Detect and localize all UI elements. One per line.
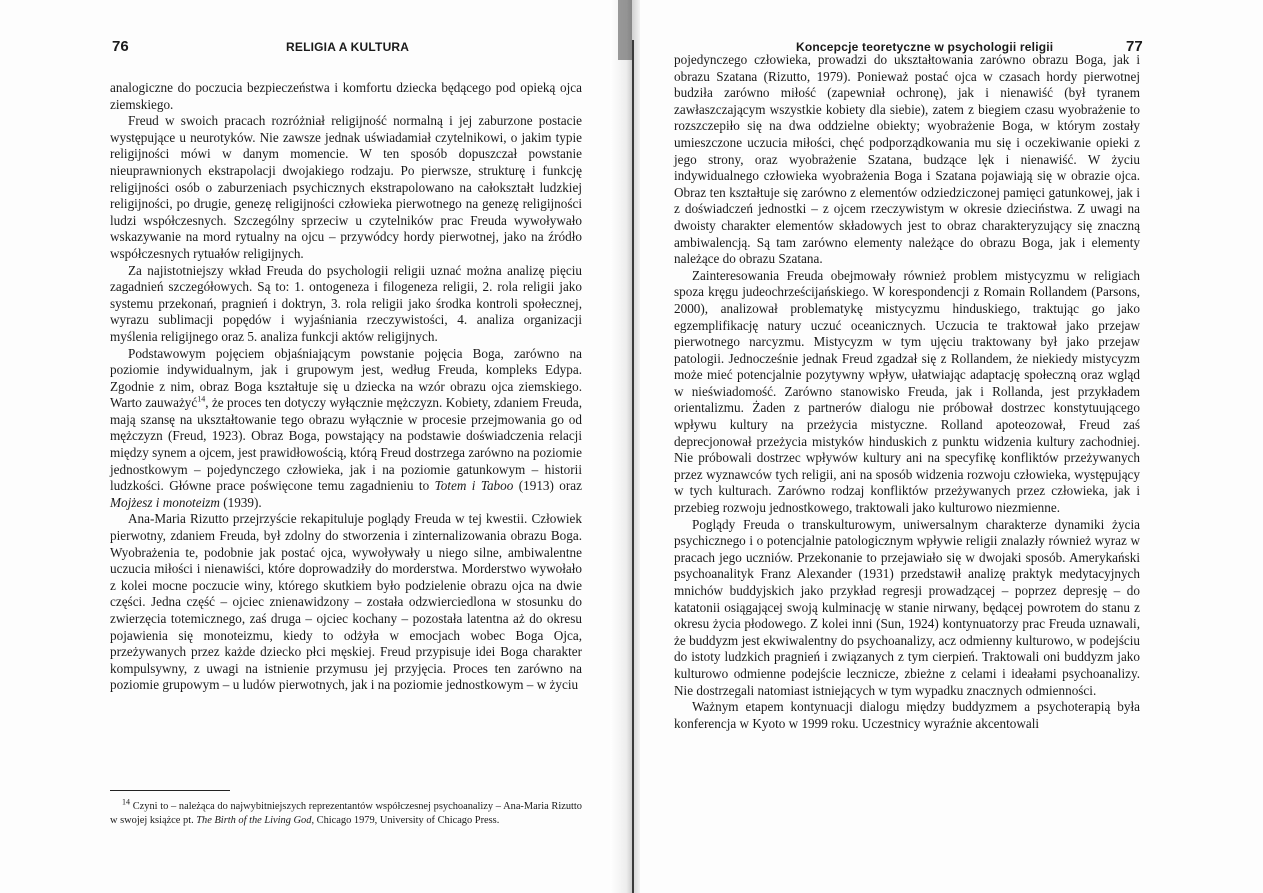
footnote-divider	[110, 790, 230, 791]
footnote-14	[110, 797, 582, 827]
right-paragraph-2: Zainteresowania Freuda obejmowały również problem mistycyzmu w religiach spoza kręgu judeochrześcijańskiego. W korespondencji z Romain Rollandem (Parsons, 2000), analizował problematykę mistycyzmu hinduskiego, traktując go jako egzemplifikację natury uczuć oceanicznych. Uczucia te traktował jako przejaw pierwotnego narcyzmu. Mistycyzm w tym ujęciu traktowany był jako przejaw patologii. Jednocześnie jednak Freud zgadzał się z Rollandem, że niekiedy mistycyzm może mieć potencjalnie pozytywny wpływ, ułatwiając adaptację społeczną oraz wgląd w nieświadomość. Zarówno stanowisko Freuda, jak i Rollanda, jest przykładem orientalizmu. Żaden z partnerów dialogu nie próbował dostrzec konstytuującego wpływu kultury na przeżycia mistyczne. Rolland apoteozował, Freud zaś deprecjonował przeżycia mistyków hinduskich z punktu widzenia kultury zachodniej. Nie próbowali dostrzec wpływów kultury ani na specyfikę konfliktów przeżywanych przez wyznawców tych religii, ani na sposób widzenia rozwoju człowieka, występujący w tych kulturach. Zarówno rodzaj konfliktów przeżywanych przez człowieka, jak i przebieg rozwoju jednostkowego, traktowali jako kulturowo niezmienne.	[674, 267, 1140, 516]
left-paragraph-5: Ana-Maria Rizutto przejrzyście rekapituluje poglądy Freuda w tej kwestii. Człowiek pierwotny, zdaniem Freuda, był zdolny do stworzenia i zinternalizowania obrazu Boga. Wyobrażenia te, podobnie jak postać ojca, wywoływały u niego silne, ambiwalentne uczucia miłości i nienawiści, które doprowadziły do morderstwa. Morderstwo wywołało z kolei mocne poczucie winy, którego skutkiem było podzielenie obrazu ojca na dwie części. Jedna część – ojciec znienawidzony – została odzwierciedlona w stosunku do zwierzęcia totemicznego, zaś druga – ojciec kochany – pozostała latentna aż do okresu pojawienia się monoteizmu, kiedy to odżyła w emocjach wobec Boga Ojca, przeżywanych przez każde dziecko płci męskiej. Freud przypisuje idei Boga charakter kompulsywny, z uwagi na istnienie przymusu jej przyjęcia. Proces ten zarówno na poziomie grupowym – u ludów pierwotnych, jak i na poziomie jednostkowym – w życiu	[110, 511, 582, 693]
right-body-text	[674, 52, 1140, 732]
gutter-fold-line	[632, 40, 634, 893]
right-running-header: Koncepcje teoretyczne w psychologii religii	[796, 40, 1054, 54]
book-title-mojzesz-i-monoteizm: Mojżesz i monoteizm	[110, 494, 220, 510]
right-page	[640, 0, 1263, 893]
left-paragraph-1: analogiczne do poczucia bezpieczeństwa i komfortu dziecka będącego pod opieką ojca ziemskiego.	[110, 80, 582, 112]
right-paragraph-1: pojedynczego człowieka, prowadzi do ukształtowania zarówno obrazu Boga, jak i obrazu Szatana (Rizutto, 1979). Ponieważ postać ojca w czasach hordy pierwotnej budziła zarówno miłość (zapewniał ochronę), jak i nienawiść (był tyranem zawłaszczającym wszystkie kobiety dla siebie), zatem z biegiem czasu wyobrażenie to rozszczepiło się na dwa oddzielne obiekty; wyobrażenie Boga, w którym zostały umieszczone uczucia miłości, chęć podporządkowania mu się i oczekiwanie opieki z jego strony, oraz wyobrażenie Szatana, budzące lęk i nienawiść. W życiu indywidualnego człowieka wyobrażenia Boga i Szatana pojawiają się w obrazie ojca. Obraz ten kształtuje się zarówno z elementów odziedziczonej pamięci gatunkowej, jak i z doświadczeń jednostki – z ojcem rzeczywistym w okresie dzieciństwa. Z uwagi na dwoisty charakter elementów składowych jest to obraz charakteryzujący się znaczną ambiwalencją. Są tam zarówno elementy należące do obrazu Boga, jak i elementy należące do obrazu Szatana.	[674, 52, 1140, 267]
left-paragraph-4-part-b: , że proces ten dotyczy wyłącznie mężczyzn. Kobiety, zdaniem Freuda, mają szansę na ukształtowanie tego obrazu wyłącznie w procesie przejmowania go od mężczyzn (Freud, 1923). Obraz Boga, powstający na podstawie doświadczenia relacji między synem a ojcem, jest prawidłowością, którą Freud dostrzega zarówno na poziomie jednostkowym – pojedynczego człowieka, jak i na poziomie gatunkowym – historii ludzkości. Główne prace poświęcone temu zagadnieniu to	[110, 395, 583, 494]
footnote-text-a: Czyni to – należąca do najwybitniejszych reprezentantów współczesnej psychoanalizy – Ana-Maria Rizutto w swojej książce pt.	[110, 801, 582, 826]
book-gutter	[610, 0, 640, 893]
left-paragraph-4-part-c: (1913) oraz	[513, 478, 582, 494]
left-paragraph-2: Freud w swoich pracach rozróżniał religijność normalną i jej zaburzone postacie występujące u neurotyków. Nie zawsze jednak uświadamiał czytelnikowi, o jakim typie religijności mówi w danym momencie. W ten sposób dopuszczał powstanie nieuprawnionych ekstrapolacji dwojakiego rodzaju. Po pierwsze, strukturę i funkcję religijności osób o zaburzeniach psychicznych ekstrapolowano na całokształt ludzkiej religijności, po drugie, genezę religijności człowieka pierwotnego na genezę religijności ludzi współczesnych. Szczególny sprzeciw u czytelników prac Freuda wywoływało wskazywanie na mord rytualny na ojcu – przywódcy hordy pierwotnej, jako na źródło współczesnych rytuałów religijnych.	[110, 113, 582, 261]
footnote-reference-14[interactable]: 14	[197, 394, 206, 404]
left-paragraph-4-part-a: Podstawowym pojęciem objaśniającym powstanie pojęcia Boga, zarówno na poziomie indywidualnym, jak i grupowym jest, według Freuda, kompleks Edypa. Zgodnie z nim, obraz Boga kształtuje się u dziecka na wzór obrazu ojca ziemskiego. Warto zauważyć	[110, 345, 582, 411]
gutter-shadow	[618, 0, 632, 60]
right-paragraph-3: Poglądy Freuda o transkulturowym, uniwersalnym charakterze dynamiki życia psychicznego i o potencjalnie patologicznym wpływie religii znalazły również wyraz w pracach jego uczniów. Przekonanie to przejawiało się w dwojaki sposób. Amerykański psychoanalityk Franz Alexander (1931) przedstawił analizę praktyk medytacyjnych mnichów buddyjskich jako przykład regresji prowadzącej – poprzez depresję – do katatonii osiągającej swoją kulminację w stanie nirwany, będącej powrotem do stanu z okresu życia płodowego. Z kolei inni (Sun, 1924) kontynuatorzy prac Freuda uznawali, że buddyzm jest ekwiwalentny do psychoanalizy, acz odmienny kulturowo, w podejściu do istoty ludzkich pragnień i związanych z tym cierpień. Traktowali oni buddyzm jako kulturowo odmienne podejście lecznicze, zbieżne z celami i ideałami psychoanalizy. Nie dostrzegali natomiast istniejących w tym wypadku znacznych odmienności.	[674, 516, 1140, 698]
left-paragraph-3: Za najistotniejszy wkład Freuda do psychologii religii uznać można analizę pięciu zagadnień szczegółowych. Są to: 1. ontogeneza i filogeneza religii, 2. rola religii jako systemu przekonań, pragnień i doktryn, 3. rola religii jako środka kontroli społecznej, wyrazu sublimacji popędów i wyjaśniania rzeczywistości, 4. analiza organizacji myślenia religijnego oraz 5. analiza funkcji aktów religijnych.	[110, 262, 582, 344]
left-paragraph-4	[110, 346, 582, 512]
footnote-mark: 14	[122, 797, 130, 807]
book-title-totem-i-taboo: Totem i Taboo	[434, 478, 514, 494]
left-paragraph-4-part-d: (1939).	[219, 494, 262, 510]
right-page-number: 77	[1126, 38, 1143, 55]
left-page	[0, 0, 610, 893]
left-body-text	[110, 80, 582, 694]
footnote-book-title: The Birth of the Living God	[196, 814, 312, 826]
right-paragraph-4: Ważnym etapem kontynuacji dialogu między buddyzmem a psychoterapią była konferencja w Kyoto w 1999 roku. Uczestnicy wyraźnie akcentowali	[674, 699, 1140, 731]
left-page-number: 76	[112, 38, 129, 55]
footnote-text-b: , Chicago 1979, University of Chicago Press.	[311, 814, 500, 826]
left-running-header: RELIGIA A KULTURA	[286, 40, 410, 54]
